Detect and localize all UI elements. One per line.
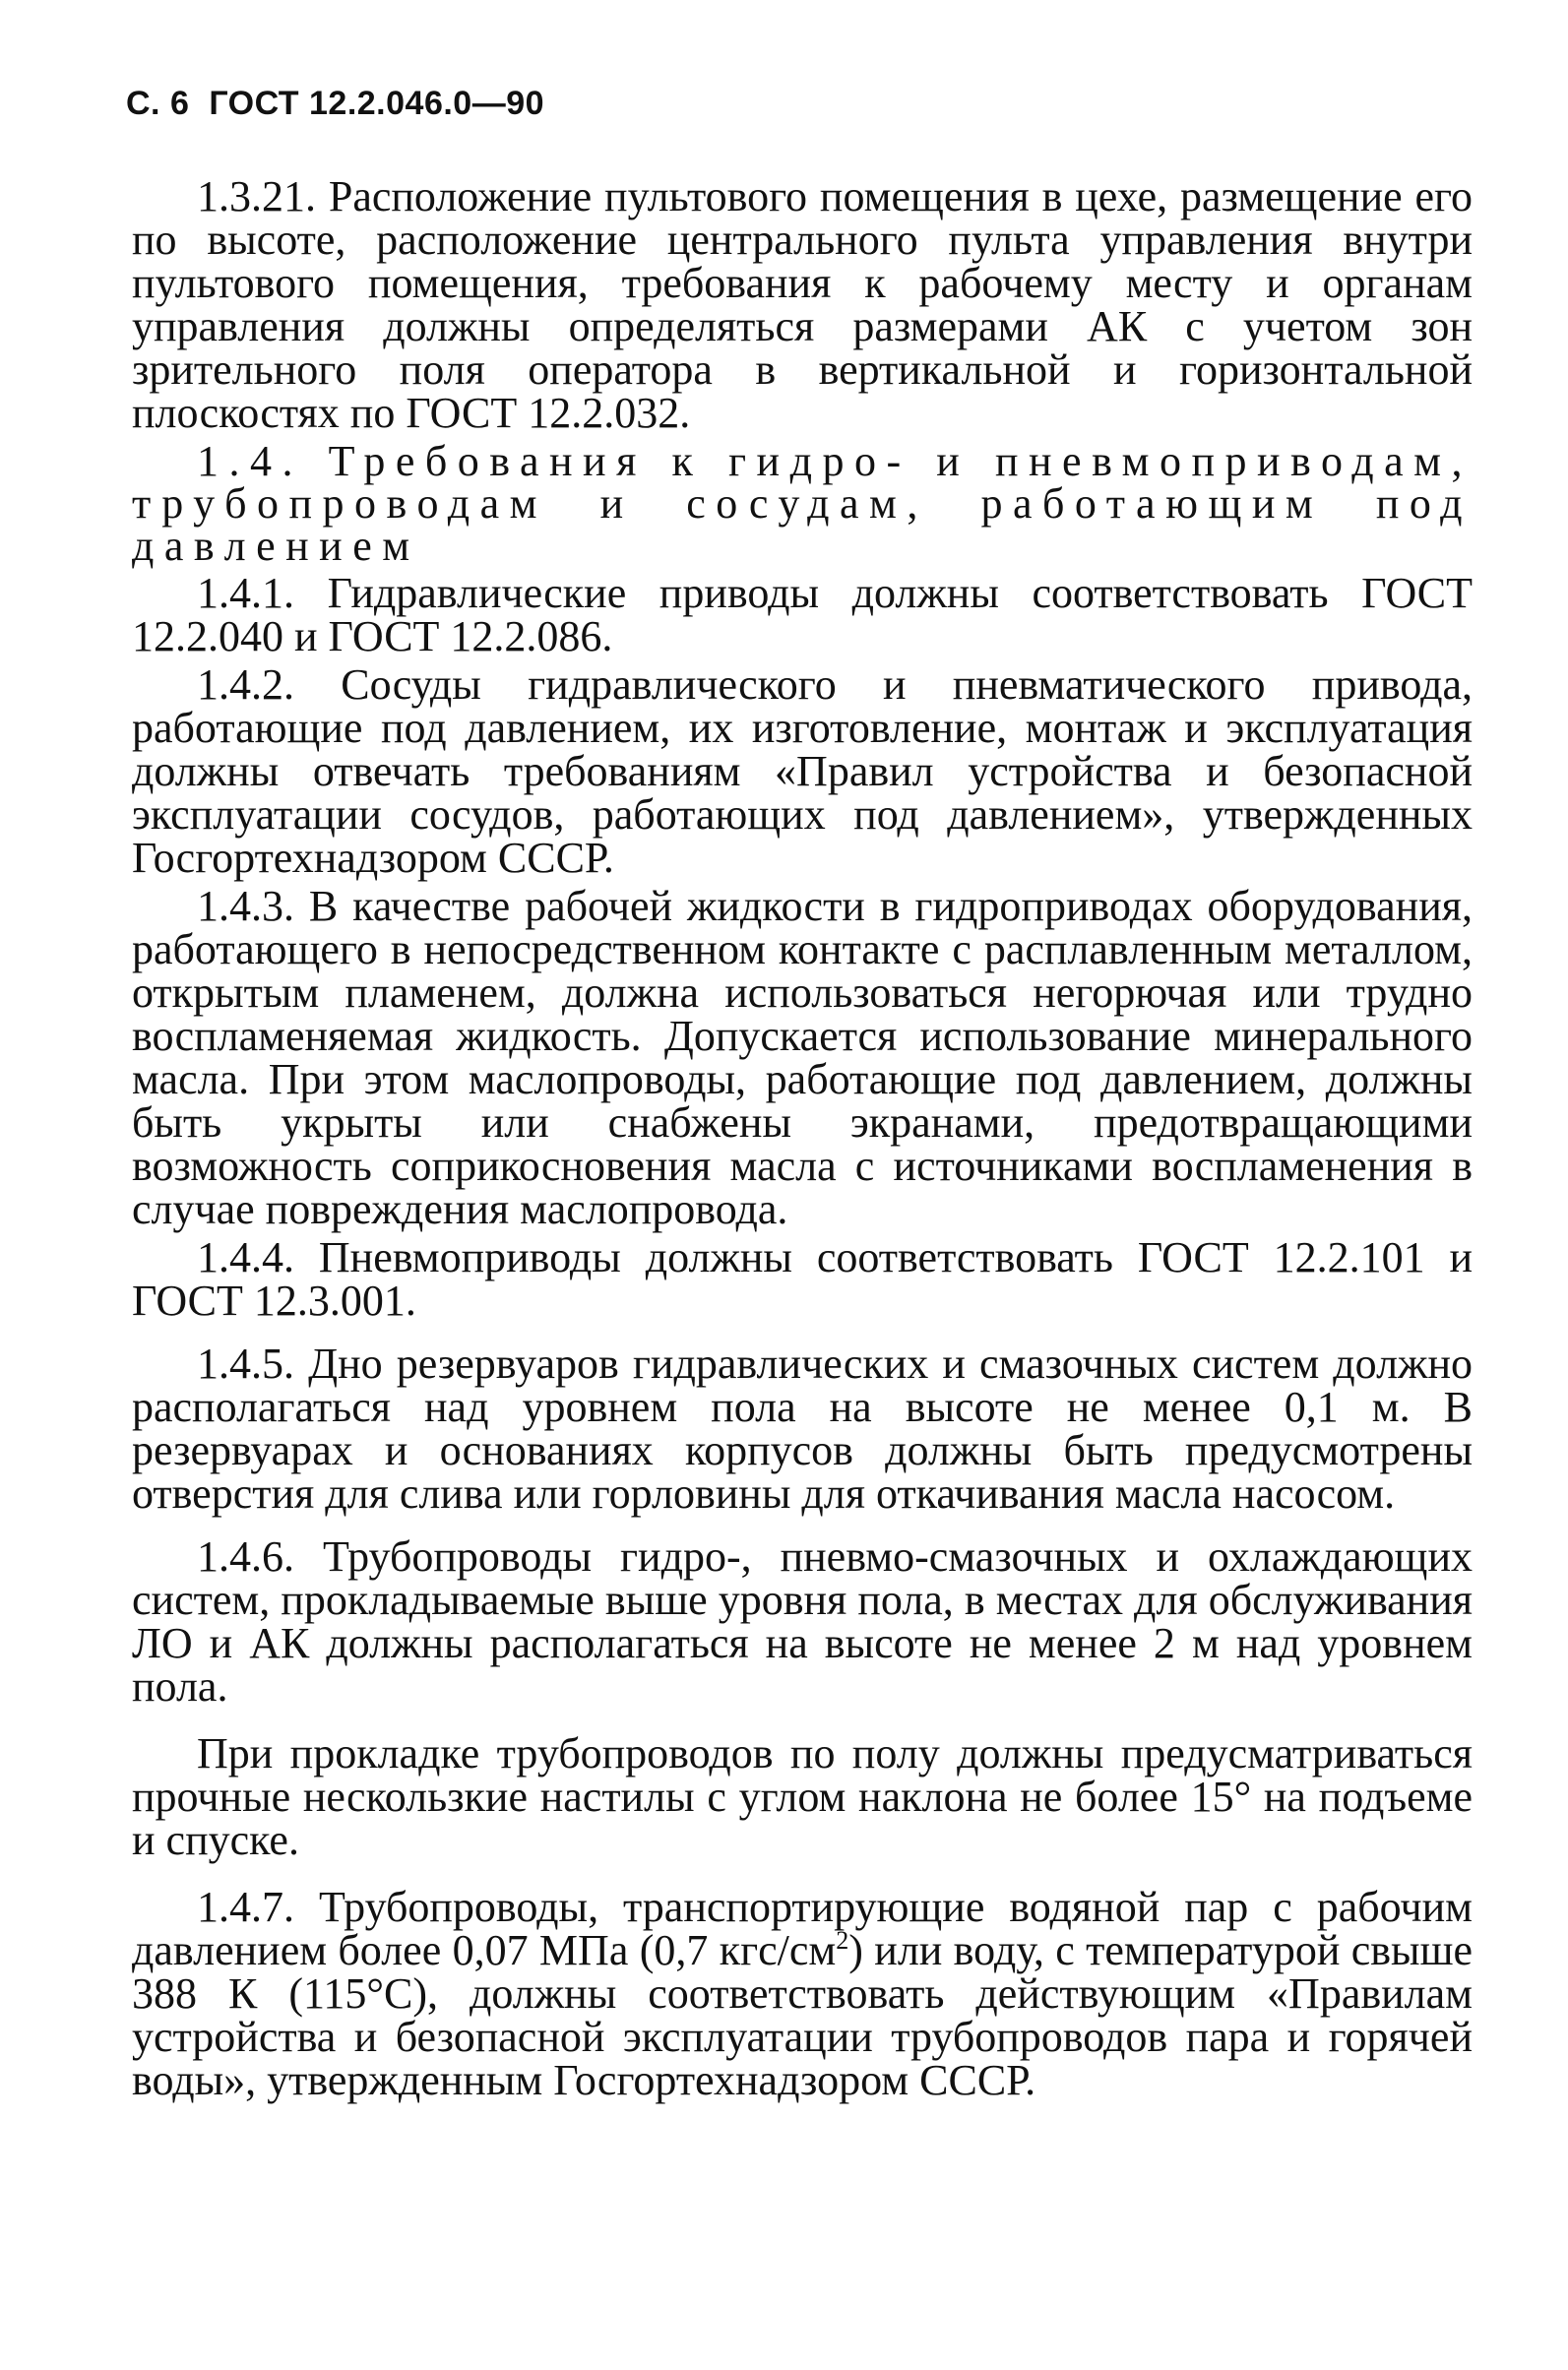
page-number: С. 6: [126, 85, 190, 122]
clause-1-4-6: 1.4.6. Трубопроводы гидро-, пневмо-смазочных и охлаждающих систем, прокладываемые выше уровня пола, в местах для обслуживания ЛО и АК должны располагаться на высоте не менее 2 м над уровнем пола.: [132, 1532, 1473, 1711]
clause-1-4-7: [132, 1883, 1473, 2104]
section-heading-1-4: 1.4. Требования к гидро- и пневмоприводам, трубопроводам и сосудам, работающим под давлением: [132, 437, 1473, 570]
clause-1-4-7-text-end: ) или воду, с температурой свыше 388 К (115°С), должны соответствовать действующим «Правилам устройства и безопасной эксплуатации трубопроводов пара и горячей воды», утвержденным Госгортехнадзором СССР.: [132, 1926, 1473, 2104]
clause-1-4-6-continuation: При прокладке трубопроводов по полу должны предусматриваться прочные нескользкие настилы с углом наклона не более 15° на подъеме и спуске.: [132, 1729, 1473, 1864]
unit-superscript: 2: [836, 1926, 849, 1955]
clause-1-4-7-text-start: 1.4.7. Трубопроводы, транспортирующие водяной пар с рабочим давлением более 0,07 МПа (0,7 кгс/см: [132, 1883, 1473, 1974]
page-header: [126, 85, 544, 123]
document-body: [132, 172, 1473, 2107]
clause-1-4-1: 1.4.1. Гидравлические приводы должны соответствовать ГОСТ 12.2.040 и ГОСТ 12.2.086.: [132, 569, 1473, 660]
clause-1-4-4: 1.4.4. Пневмоприводы должны соответствовать ГОСТ 12.2.101 и ГОСТ 12.3.001.: [132, 1233, 1473, 1325]
clause-1-4-2: 1.4.2. Сосуды гидравлического и пневматического привода, работающие под давлением, их изготовление, монтаж и эксплуатация должны отвечать требованиям «Правил устройства и безопасной эксплуатации сосудов, работающих под давлением», утвержденных Госгортехнадзором СССР.: [132, 660, 1473, 882]
clause-1-4-3: 1.4.3. В качестве рабочей жидкости в гидроприводах оборудования, работающего в непосредственном контакте с расплавленным металлом, открытым пламенем, должна использоваться негорючая или трудно воспламеняемая жидкость. Допускается использование минерального масла. При этом маслопроводы, работающие под давлением, должны быть укрыты или снабжены экранами, предотвращающими возможность соприкосновения масла с источниками воспламенения в случае повреждения маслопровода.: [132, 882, 1473, 1233]
clause-1-4-5: 1.4.5. Дно резервуаров гидравлических и смазочных систем должно располагаться над уровнем пола на высоте не менее 0,1 м. В резервуарах и основаниях корпусов должны быть предусмотрены отверстия для слива или горловины для откачивания масла насосом.: [132, 1340, 1473, 1518]
standard-designation: ГОСТ 12.2.046.0—90: [209, 85, 545, 122]
clause-1-3-21: 1.3.21. Расположение пультового помещения в цехе, размещение его по высоте, расположение центрального пульта управления внутри пультового помещения, требования к рабочему месту и органам управления должны определяться размерами АК с учетом зон зрительного поля оператора в вертикальной и горизонтальной плоскостях по ГОСТ 12.2.032.: [132, 172, 1473, 437]
